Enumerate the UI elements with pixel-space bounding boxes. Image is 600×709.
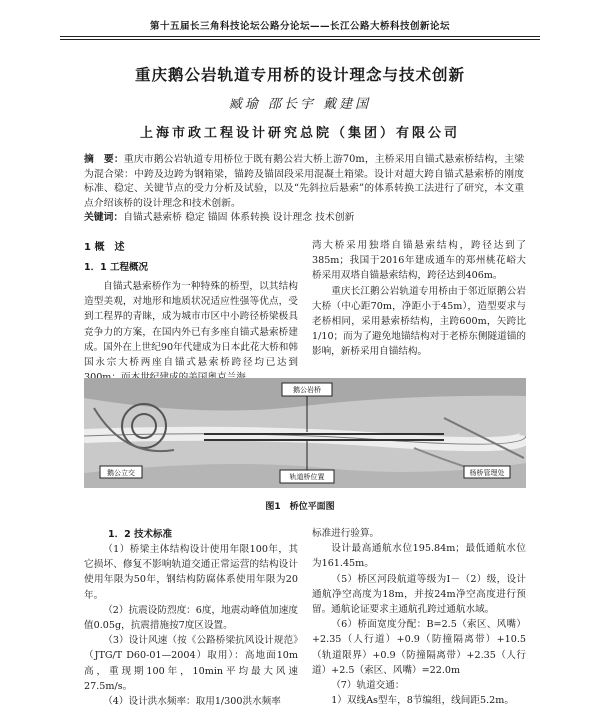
bridge-site-plan-figure bbox=[84, 378, 526, 488]
section-1-heading: 1 概 述 bbox=[84, 242, 125, 253]
standard-item-3: （3）设计风速（按《公路桥梁抗风设计规范》（JTG/T D60-01—2004）取用）：高地面10m高，重现期100年，10min平均最大风速27.5m/s。 bbox=[84, 635, 298, 692]
intro-paragraph-left: 自锚式悬索桥作为一种特殊的桥型，以其结构造型美观，对地形和地质状况适应性强等优点，受到工程界的青睐，成为城市市区中小跨径桥梁极具竞争力的方案，在国内外已有多座自锚式悬索桥建成。国外在上世纪90年代建成为日本此花大桥和韩国永宗大桥两座自锚式悬索桥跨径均已达到 bbox=[84, 281, 298, 369]
paper-affiliation: 上海市政工程设计研究总院（集团）有限公司 bbox=[139, 126, 460, 141]
deck-width: （6）桥面宽度分配：B=2.5（索区、风嘴）+2.35（人行道）+0.9（防撞隔离带）+10.5（轨道限界）+0.9（防撞隔离带）+2.35（人行道）+2.5（索区、风嘴）=22.0m bbox=[312, 619, 526, 676]
paper-title: 重庆鹅公岩轨道专用桥的设计理念与技术创新 bbox=[134, 66, 465, 84]
header-rule-bottom bbox=[60, 39, 540, 40]
right-column-intro bbox=[312, 238, 526, 360]
standard-item-2: （2）抗震设防烈度：6度，地震动峰值加速度值0.05g，抗震措施按7度区设置。 bbox=[84, 604, 298, 632]
header-rule-top bbox=[60, 36, 540, 37]
running-header: 第十五届长三角科技论坛公路分论坛——长江公路大桥科技创新论坛 bbox=[149, 21, 450, 32]
left-column-standards bbox=[84, 542, 298, 709]
label-right-office: 杨桥管理处 bbox=[469, 469, 505, 477]
standard-item-4: （4）设计洪水频率：取用1/300洪水频率 bbox=[103, 696, 281, 708]
rail-vehicle: 1）双线As型车，8节编组，线间距5.2m。 bbox=[331, 695, 514, 707]
section-1-2-heading: 1．2 技术标准 bbox=[108, 529, 173, 540]
intro-paragraph-right-2: 重庆长江鹅公岩轨道专用桥由于邻近原鹅公岩大桥（中心距70m，净距小于45m），造型要求与老桥相同，采用悬索桥结构，主跨600m，矢跨比1/10；而为了避免地锚结构对于老桥东侧隧道锚的影响，新桥采用自锚结构。 bbox=[312, 285, 526, 358]
navigation-water-level: 设计最高通航水位195.84m；最低通航水位为161.45m。 bbox=[312, 543, 526, 570]
standard-continued: 标准进行验算。 bbox=[312, 528, 380, 539]
rail-transit: （7）轨道交通： bbox=[331, 680, 405, 692]
standard-item-1: （1）桥梁主体结构设计使用年限100年，其它损坏、修复不影响轨道交通正常运营的结构设计使用年限为50年，钢结构防腐体系使用年限为20年。 bbox=[84, 544, 298, 601]
label-rail-bridge-location: 轨道桥位置 bbox=[289, 473, 325, 481]
abstract bbox=[84, 153, 524, 211]
abstract-label: 摘 要： bbox=[84, 154, 124, 165]
abstract-text: 重庆市鹅公岩轨道专用桥位于既有鹅公岩大桥上游70m，主桥采用自锚式悬索桥结构，主梁为混合梁：中跨及边跨为钢箱梁，锚跨及锚固段采用混凝土箱梁。设计对超大跨自锚式悬索桥的刚度标准、稳定、关键节点的受力分析及试验，以及“先斜拉后悬索”的体系转换工法进行了研究，本文重点介绍该桥的设计理念和技术创新。 bbox=[84, 154, 525, 209]
section-1-1-heading: 1．1 工程概况 bbox=[84, 262, 149, 273]
left-column-intro bbox=[84, 279, 298, 385]
figure-caption: 图1 桥位平面图 bbox=[265, 502, 335, 512]
label-goong-yan-bridge: 鹅公岩桥 bbox=[293, 386, 321, 394]
intro-paragraph-right-1: 湾大桥采用独塔自锚悬索结构，跨径达到了385m；我国于2016年建成通车的郑州桃花峪大桥采用双塔自锚悬索结构，跨径达到406m。 bbox=[312, 240, 526, 282]
paper-authors: 臧瑜 邵长宇 戴建国 bbox=[228, 97, 372, 112]
site-plan-map bbox=[84, 378, 526, 488]
right-column-standards bbox=[312, 526, 526, 708]
label-left-interchange: 鹅公立交 bbox=[107, 469, 135, 477]
keywords-text: 自锚式悬索桥 稳定 锚固 体系转换 设计理念 技术创新 bbox=[123, 212, 355, 223]
navigation-class: （5）桥区河段航道等级为Ⅰ－（2）级，设计通航净空高度为18m，并按24m净空高度进行预留。通航论证要求主通航孔跨过通航水域。 bbox=[312, 573, 526, 616]
keywords bbox=[84, 209, 524, 223]
keywords-label: 关键词： bbox=[84, 212, 124, 223]
